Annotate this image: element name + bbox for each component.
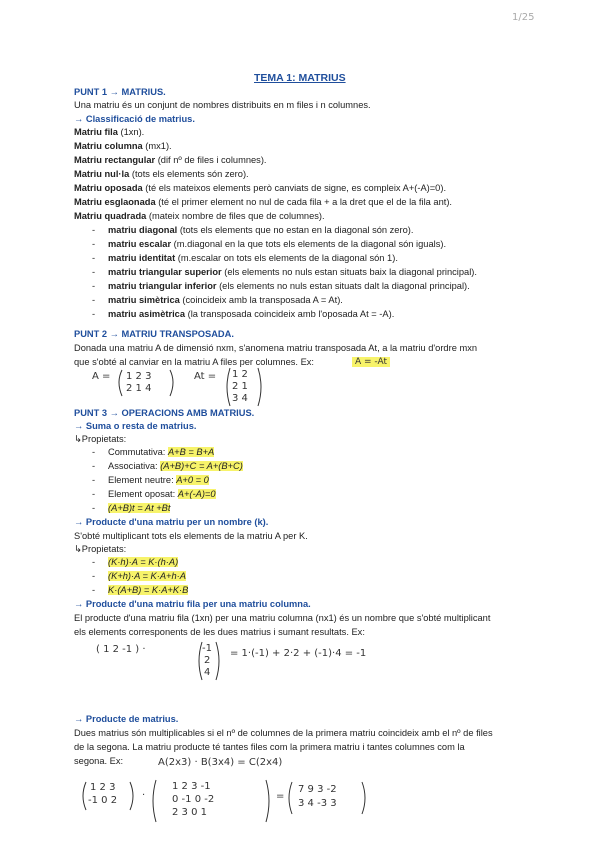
type-row: Matriu fila (1xn).	[74, 127, 145, 137]
scalar-properties-label: ↳Propietats:	[74, 544, 127, 554]
punt3-heading: PUNT 3 → OPERACIONS AMB MATRIUS.	[74, 408, 255, 418]
handwritten-result: = 1·(-1) + 2·2 + (-1)·4 = -1	[230, 648, 367, 659]
square-type-row: - matriu asimètrica (la transposada coincideix amb l'oposada At = -A).	[92, 309, 395, 319]
column-vector-entry: 2	[204, 655, 211, 666]
type-row: Matriu nul·la (tots els elements són zero).	[74, 169, 249, 179]
square-type-row: - matriu escalar (m.diagonal en la que tots els elements de la diagonal són iguals).	[92, 239, 447, 249]
matrix-2-row: 1 2 3 -1	[172, 781, 211, 792]
product-line3: segona. Ex:	[74, 756, 124, 766]
punt2-line1: Donada una matriu A de dimensió nxm, s'anomena matriu transposada At, a la matriu d'ordre mxn	[74, 343, 478, 353]
punt1-intro: Una matriu és un conjunt de nombres distribuits en m files i n columnes.	[74, 100, 371, 110]
matrix-a-row: 1 2 3	[126, 371, 152, 382]
type-row: Matriu oposada (té els mateixos elements però canviats de signe, es compleix A+(-A)=0).	[74, 183, 447, 193]
row-col-line1: El producte d'una matriu fila (1xn) per una matriu columna (nx1) és un nombre que s'obté multiplicant	[74, 613, 491, 623]
equals-sign: =	[276, 791, 285, 802]
punt2-line2: que s'obté al canviar en la matriu A files per columnes. Ex:	[74, 357, 315, 367]
punt1-heading: PUNT 1 → MATRIUS.	[74, 87, 166, 97]
row-col-heading: → Producte d'una matriu fila per una matriu columna.	[74, 599, 311, 609]
matrix-3-row: 3 4 -3 3	[298, 798, 337, 809]
matrix-1-row: 1 2 3	[90, 782, 116, 793]
row-col-line2: els elements corresponents de les dues matrius i sumant resultats. Ex:	[74, 627, 365, 637]
type-row: Matriu esglaonada (té el primer element no nul de cada fila + a la dret que el de la fila ant).	[74, 197, 453, 207]
handwritten-row-vector: ( 1 2 -1 ) ·	[96, 644, 146, 655]
matrix-2-row: 2 3 0 1	[172, 807, 207, 818]
sum-property: - Associativa: (A+B)+C = A+(B+C)	[92, 461, 243, 471]
product-line2: de la segona. La matriu producte té tantes files com la primera matriu i tantes columnes com la	[74, 742, 465, 752]
sum-properties-label: ↳Propietats:	[74, 434, 127, 444]
type-row: Matriu rectangular (dif nº de files i columnes).	[74, 155, 267, 165]
product-line1: Dues matrius són multiplicables si el nº de columnes de la primera matriu coincideix amb el nº de files	[74, 728, 493, 738]
corner-note: 1/25	[512, 12, 535, 23]
matrix-1-row: -1 0 2	[88, 795, 118, 806]
square-type-row: - matriu diagonal (tots els elements que no estan en la diagonal són zero).	[92, 225, 414, 235]
handwritten-matrix-a-label: A =	[92, 371, 111, 382]
page-title: TEMA 1: MATRIUS	[254, 72, 346, 84]
sum-property: - Element oposat: A+(-A)=0	[92, 489, 216, 499]
sum-property: - Commutativa: A+B = B+A	[92, 447, 215, 457]
scalar-property: - K·(A+B) = K·A+K·B	[92, 585, 189, 595]
handwritten-note: A = -At	[352, 357, 390, 367]
punt2-heading: PUNT 2 → MATRIU TRANSPOSADA.	[74, 329, 234, 339]
sum-property: - Element neutre: A+0 = 0	[92, 475, 209, 485]
matrix-at-row: 1 2	[232, 369, 248, 380]
matrix-3-row: 7 9 3 -2	[298, 784, 337, 795]
matrix-at-row: 2 1	[232, 381, 248, 392]
type-row: Matriu columna (mx1).	[74, 141, 172, 151]
matrix-a-row: 2 1 4	[126, 383, 152, 394]
handwritten-dimensions: A(2x3) · B(3x4) = C(2x4)	[158, 757, 283, 768]
matrix-at-row: 3 4	[232, 393, 248, 404]
scalar-property: - (K·h)·A = K·(h·A)	[92, 557, 179, 567]
scalar-description: S'obté multiplicant tots els elements de la matriu A per K.	[74, 531, 308, 541]
square-type-row: - matriu simètrica (coincideix amb la transposada A = At).	[92, 295, 343, 305]
square-type-row: - matriu identitat (m.escalar on tots els elements de la diagonal són 1).	[92, 253, 398, 263]
column-vector-entry: 4	[204, 667, 211, 678]
scalar-heading: → Producte d'una matriu per un nombre (k).	[74, 517, 269, 527]
matrix-2-row: 0 -1 0 -2	[172, 794, 215, 805]
sum-property: - (A+B)t = At +Bt	[92, 503, 171, 513]
product-heading: → Producte de matrius.	[74, 714, 179, 724]
multiply-dot: ·	[142, 790, 146, 801]
type-row: Matriu quadrada (mateix nombre de files que de columnes).	[74, 211, 325, 221]
scalar-property: - (K+h)·A = K·A+h·A	[92, 571, 186, 581]
column-vector-entry: -1	[202, 643, 212, 654]
handwritten-matrix-at-label: At =	[194, 371, 217, 382]
square-type-row: - matriu triangular superior (els elements no nuls estan situats baix la diagonal principal).	[92, 267, 477, 277]
square-type-row: - matriu triangular inferior (els elements no nuls estan situats dalt la diagonal principal).	[92, 281, 470, 291]
classification-heading: → Classificació de matrius.	[74, 114, 195, 124]
sum-heading: → Suma o resta de matrius.	[74, 421, 197, 431]
